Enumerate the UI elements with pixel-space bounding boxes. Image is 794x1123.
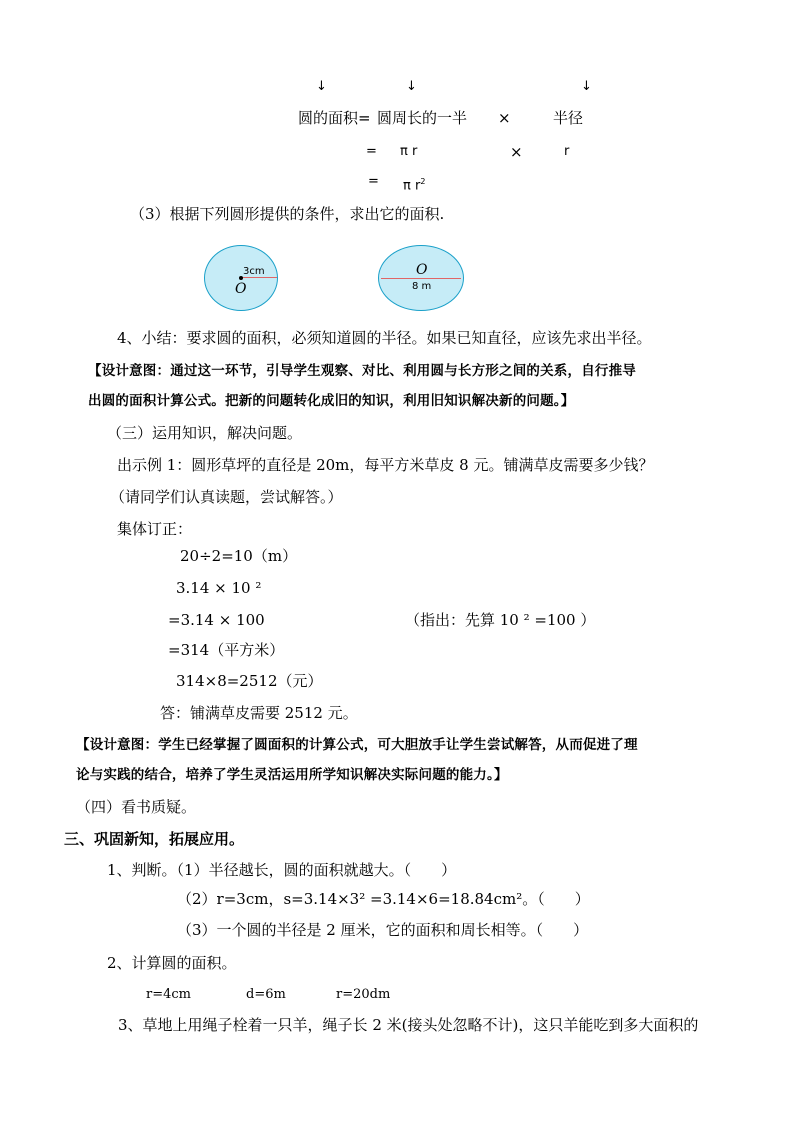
calc-item: r=4cm [146,987,191,1002]
circle-figure-radius [204,245,278,311]
design-intent-2-line-2: 论与实践的结合，培养了学生灵活运用所学知识解决实际问题的能力。】 [76,767,508,783]
formula-times: × [510,143,523,161]
formula-eq: = [366,144,377,159]
summary: 4、小结：要求圆的面积，必须知道圆的半径。如果已知直径，应该先求出半径。 [117,329,652,347]
calc-item: r=20dm [336,987,391,1002]
radius-line [240,277,277,278]
section-4-heading: （四）看书质疑。 [76,798,197,816]
formula-r: r [564,144,570,159]
design-intent-2-line-1: 【设计意图：学生已经掌握了圆面积的计算公式，可大胆放手让学生尝试解答，从而促进了理 [76,737,638,753]
prompt: （请同学们认真读题，尝试解答。） [110,488,343,506]
formula-pi-r: π r [400,144,418,159]
solution-line-4: =314（平方米） [168,641,285,659]
formula-lhs: 圆的面积= [298,109,371,127]
arrow-down-icon: ↓ [581,79,592,94]
diameter-line [381,278,461,279]
example-1: 出示例 1：圆形草坪的直径是 20m，每平方米草皮 8 元。铺满草皮需要多少钱？ [117,456,654,474]
design-intent-1-line-1: 【设计意图：通过这一环节，引导学生观察、对比、利用圆与长方形之间的关系，自行推导 [88,363,636,379]
formula-radius: 半径 [553,109,584,127]
formula-half-circumference: 圆周长的一半 [377,109,468,127]
calc-title: 2、计算圆的面积。 [107,954,237,972]
diameter-label: 8 m [412,281,432,292]
solution-line-1: 20÷2=10（m） [180,547,298,565]
circle-figure-diameter [378,245,464,311]
question-goat: 3、草地上用绳子栓着一只羊，绳子长 2 米(接头处忽略不计)，这只羊能吃到多大面积的 [118,1016,699,1034]
solution-line-2: 3.14 × 10 ² [176,579,262,597]
arrow-down-icon: ↓ [316,79,327,94]
part-3-heading: 三、巩固新知，拓展应用。 [64,830,245,848]
formula-pi-r-squared [403,172,425,196]
arrow-down-icon: ↓ [406,79,417,94]
solution-answer: 答：铺满草皮需要 2512 元。 [160,704,358,722]
design-intent-1-line-2: 出圆的面积计算公式。把新的问题转化成旧的知识，利用旧知识解决新的问题。】 [88,393,575,409]
formula-eq: = [368,174,379,189]
center-label: O [235,281,247,297]
radius-label: 3cm [243,266,265,277]
solution-line-5: 314×8=2512（元） [176,672,323,690]
formula-exponent: 2 [420,177,426,186]
judge-item-2: （2）r=3cm，s=3.14×3² =3.14×6=18.84cm²。（ ） [177,890,590,908]
center-label: O [416,262,428,278]
solution-note: （指出：先算 10 ² =100 ） [405,611,596,629]
section-3-heading: （三）运用知识，解决问题。 [107,424,303,442]
judge-item-3: （3）一个圆的半径是 2 厘米，它的面积和周长相等。（ ） [177,921,589,939]
question-3: （3）根据下列圆形提供的条件，求出它的面积. [130,205,445,223]
judge-item-1: 1、判断。（1）半径越长，圆的面积就越大。（ ） [107,861,457,879]
calc-item: d=6m [246,987,286,1002]
solution-line-3: =3.14 × 100 [168,611,265,629]
collective-correction: 集体订正： [117,520,193,538]
formula-pi-r-text: π r [403,178,421,194]
formula-times: × [498,109,511,127]
